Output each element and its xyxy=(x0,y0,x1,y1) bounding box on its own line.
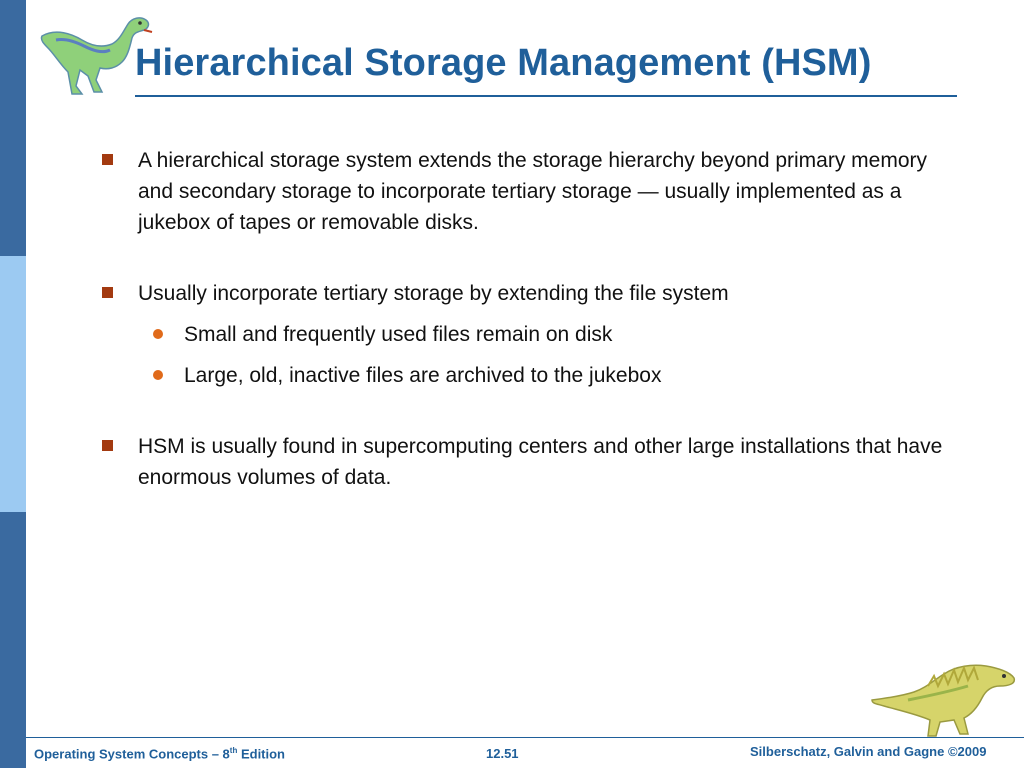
bullet-text: HSM is usually found in supercomputing centers and other large installations that have enormous volumes of data. xyxy=(138,435,943,489)
bullet-item xyxy=(100,145,960,238)
sub-bullet-text: Small and frequently used files remain on disk xyxy=(184,323,613,346)
sidebar-segment-top xyxy=(0,0,26,256)
footer-page-number: 12.51 xyxy=(486,746,519,761)
bullet-item xyxy=(100,278,960,309)
sidebar-segment-middle xyxy=(0,256,26,512)
sub-bullet-text: Large, old, inactive files are archived to the jukebox xyxy=(184,364,662,387)
footer-book-title-main: Operating System Concepts – 8 xyxy=(34,746,230,762)
footer-book-title xyxy=(34,746,285,761)
slide-content xyxy=(100,145,960,493)
bullet-text: Usually incorporate tertiary storage by extending the file system xyxy=(138,282,729,305)
sidebar-segment-bottom xyxy=(0,512,26,768)
title-underline xyxy=(135,95,957,97)
sub-bullet-item xyxy=(100,360,960,391)
footer-edition-superscript: th xyxy=(229,746,238,755)
sub-bullet-item xyxy=(100,319,960,350)
square-bullet-icon xyxy=(102,287,113,298)
square-bullet-icon xyxy=(102,154,113,165)
bullet-text: A hierarchical storage system extends the storage hierarchy beyond primary memory and secondary storage to incorporate tertiary storage — usually implemented as a jukebox of tapes or removable disks. xyxy=(138,149,928,234)
bullet-item xyxy=(100,431,960,493)
dinosaur-logo-icon xyxy=(868,656,1018,742)
footer-authors: Silberschatz, Galvin and Gagne ©2009 xyxy=(750,744,987,759)
left-sidebar xyxy=(0,0,26,768)
slide-title: Hierarchical Storage Management (HSM) xyxy=(135,42,872,84)
round-bullet-icon xyxy=(153,329,163,339)
square-bullet-icon xyxy=(102,440,113,451)
footer-edition-label: Edition xyxy=(237,746,286,762)
round-bullet-icon xyxy=(153,370,163,380)
